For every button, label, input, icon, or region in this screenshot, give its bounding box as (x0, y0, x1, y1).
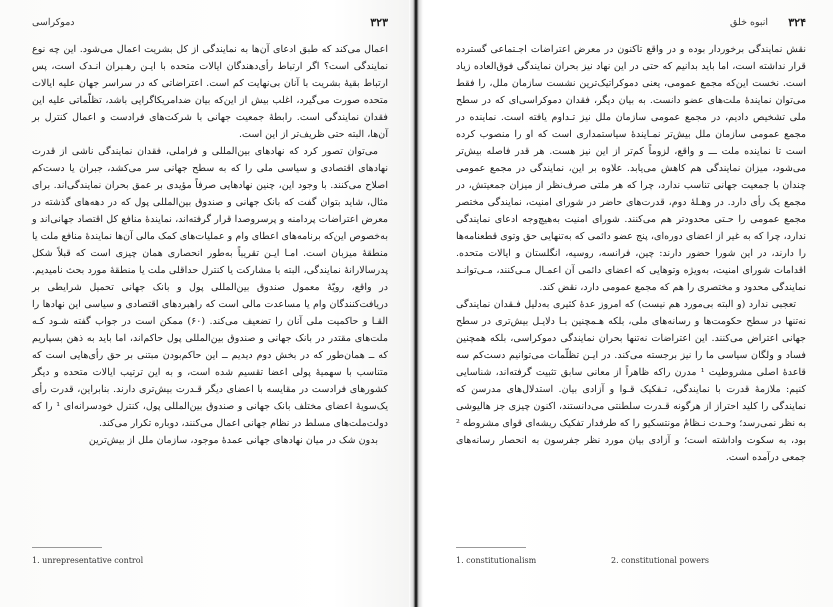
paragraph: بدون شک در میان نهادهای جهانی عمدهٔ موجود، سازمان ملل از بیش‌ترین (88, 435, 378, 446)
left-page-body (32, 41, 388, 449)
paragraph: می‌توان تصور کرد که نهادهای بین‌المللی و فراملی، فقدان نمایندگی ناشی از قدرت نهادهای اقتصادی و سیاسی ملی را که به سطح جهانی سر می‌کشد، جبران یا دست‌کم اصلاح می‌کنند. با وجود این، چنین نهادهایی صرفاً مؤیدی بر عمق بحران نمایندگی‌اند. برای مثال، شاید بتوان گفت که بانک جهانی و صندوق بین‌المللی پول که در دهه‌های گذشته در معرض اعتراضات پردامنه و پرسروصدا قرار گرفته‌اند، نمایندهٔ منافع کل اقتصاد جهانی‌اند و به‌خصوص این‌که برنامه‌های اعطای وام و عملیات‌های کمک مالی آن‌ها نمایندهٔ منافع ملت یا منطقهٔ میزبان است. امـا ایـن تقریباً به‌طور انحصاری همان چیزی است که قبلاً شکل پدرسالارانهٔ نمایندگی، البته با مشارکت یا کنترل حداقلی ملت یا منطقهٔ مورد بحث نامیدیم. در واقع، رویّهٔ معمول صندوق بین‌المللی پول و بانک جهانی تحمیل شرایطی بر دریافت‌کنندگان وام یا مساعدت مالی است که راهبردهای اقتصادی و سیاسی این نهادها را القـا و حاکمیت ملی آنان را تضعیف می‌کند. (۶۰) ممکن است در جواب گفته شـود کـه ملت‌های مقتدر در بانک جهانی و صندوق بین‌المللی پول حاکم‌اند، اما باید به ذهن بسپاریم که ــ همان‌طور که در بخش دوم دیدیم ــ این حاکم‌بودن مبتنی بر حق رأی‌هایی است که متناسب با سهمیهٔ پولی اعضا تقسیم شده است، و به این ترتیب ایالات متحده و دیگر کشورهای فرادست در مقایسه با اعضای دیگر قـدرت بیش‌تری دارند. بنابراین، قدرت رأی یک‌سویهٔ اعضای مختلف بانک جهانی و صندوق بین‌المللی پول، کنترل خودسرانه‌ای ¹ را که دولت‌ملت‌های مسلط در نظام جهانی اعمال می‌کنند، دوباره تکرار می‌کند. (32, 146, 389, 429)
left-page-header (32, 16, 388, 32)
paragraph: اعمال می‌کند که طبق ادعای آن‌ها به نمایندگی از کل بشریت اعمال می‌شود. این چه نوع نمایندگی است؟ اگر ارتباط رأی‌دهندگان ایالات متحده با ایـن رهـبران انـدک است، پس ارتباط بقیهٔ بشریت با آنان بی‌نهایت کم است. اعتراضاتی که در سراسر جهان علیه ایالات متحده صورت می‌گیرد، اغلب بیش از این‌که بیان ضدامریکاگرایی باشد، تظلّماتی علیه این فقدان نمایندگی است. رابطهٔ جمعیت جهانی با شرکت‌های فرادست و اعمال کنترل بر آن‌ها، البته حتی ظریف‌تر از این است. (32, 44, 388, 140)
footnote-rule (32, 547, 102, 548)
right-page-header (456, 16, 806, 32)
right-page-body (456, 41, 806, 466)
left-page-number: ۳۲۳ (370, 16, 388, 29)
footnote: 2. constitutional powers (611, 556, 709, 565)
footnote-rule (456, 547, 526, 548)
left-footnotes (32, 556, 388, 570)
paragraph: تعجبی ندارد (و البته بی‌مورد هم نیست) که امروز عدهٔ کثیری به‌دلیل فـقدان نمایندگی نه‌تنها در سطح حکومت‌ها و رسانه‌های ملی، بلکه هـمچنین بـا دلایـل بیش‌تری در سطح جهانی اعتراض می‌کنند. این اعتراضات نه‌تنها بحران نمایندگی دموکراسی، بلکه همچنین فساد و ولگان سیاسی ما را نیز برجسته می‌کند. در ایـن تظلّمات می‌توانیم دست‌کم سه قاعدهٔ اصلی مشروطیت ¹ مدرن راکه ظاهراً از معانی سابق تثبیت گرفته‌اند، شناسایی کنیم: ملازمهٔ قدرت با نمایندگی، تـفکیک قـوا و آزادی بیان. استدلال‌های مدرسن که نمایندگی را کلید احتراز از هرگونه قـدرت سلطنتی می‌دانستند، اکنون چیزی جز هالیوشی به نظر نمی‌رسد؛ وحـدت نـظامٔ مونتسکیو را که طرفدار تفکیک ریشه‌ای قوای مشروطه ² بود، به سکوت واداشته است؛ و آزادی بیان مورد نظر جفرسون به انحصار رسانه‌های جمعی درآمده است. (456, 299, 806, 463)
right-running-title: انبوه خلق (730, 17, 768, 28)
left-running-title: دموکراسی (32, 17, 75, 28)
paragraph: نقش نمایندگی برخوردار بوده و در واقع تاکنون در معرض اعتراضات اجـتماعی گسترده قرار نداشته است، اما باید بدانیم که حتی در این نهاد نیز بحران نمایندگی فوق‌العاده زیاد است. نخست این‌که مجمع عمومی، یعنی دموکراتیک‌ترین نشست سازمان ملل، را فقط می‌توان نمایندهٔ ملت‌های عضو دانست. به بیان دیگر، فقدان دموکراسی‌ای که در سطح ملی تشخیص دادیم، در مجمع عمومی سازمان ملل نیز تـداوم یافته است. نماینده در مجمع عمومی سازمان ملل بیش‌تر نمـایندهٔ سیاستمداری است که او را منصوب کرده است تا نماینده ملت ـــ و واقع، لزوماً کم‌تر از این نیز هست. هر قدر فاصله بیش‌تر می‌شود، میزان نمایندگی هم کاهش می‌یابد. علاوه بر این، نمایندگی در مجمع عمومی چندان با جمعیت جهانی تناسب ندارد، چرا که هر ملتی صرف‌نظر از میزان جمعیتش، در مجمع یک رأی دارد. در وهـلهٔ دوم، قدرت‌های حاضر در شورای امنیت، نمایندگی مختصر مجمع عمومی را حـتی محدودتر هم می‌کنند. شورای امنیت به‌هیچ‌وجه ادعای نمایندگی ندارد، چرا که به غیر از اعضای دوره‌ای، پنج عضو دائمی که به‌تنهایی حق وتوی قطعنامه‌ها را دارند، در این شورا حضور دارند: چین، فرانسه، روسیه، انگلستان و ایالات متحده. اقدامات شورای امنیت، به‌ویژه وتوهایی که اعضای دائمی آن اعمـال مـی‌کنند، مـی‌توانـد نمایندگی محدود و مختصری را هم که مجمع عمومی دارد، نقض کند. (456, 44, 806, 293)
left-page (32, 0, 388, 607)
right-page-number: ۳۲۴ (788, 16, 806, 29)
right-page (456, 0, 806, 607)
book-gutter (409, 0, 423, 607)
footnote: 1. unrepresentative control (32, 556, 144, 565)
right-footnotes (456, 556, 806, 570)
footnote: 1. constitutionalism (456, 556, 537, 565)
